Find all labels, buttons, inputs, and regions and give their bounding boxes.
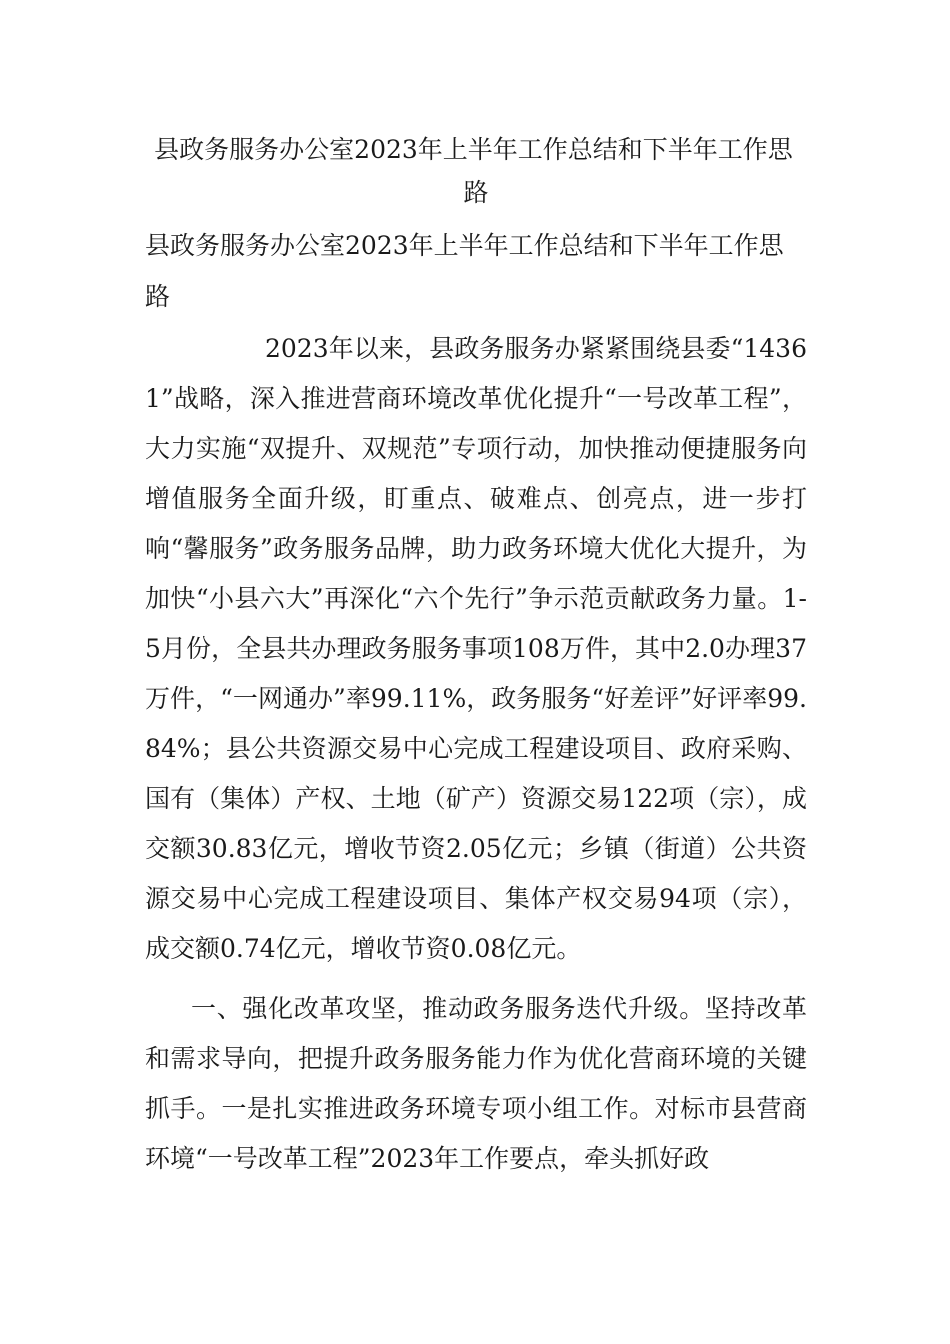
document-page (145, 128, 807, 1184)
document-title-last-char: 路 (463, 178, 489, 207)
document-title (145, 128, 807, 214)
paragraph-intro: 2023年以来，县政务服务办紧紧围绕县委“14361”战略，深入推进营商环境改革优化提升“一号改革工程”，大力实施“双提升、双规范”专项行动，加快推动便捷服务向增值服务全面升级，盯重点、破难点、创亮点，进一步打响“馨服务”政务服务品牌，助力政务环境大优化大提升，为加快“小县六大”再深化“六个先行”争示范贡献政务力量。1-5月份，全县共办理政务服务事项108万件，其中2.0办理37万件，“一网通办”率99.11%，政务服务“好差评”好评率99.84%；县公共资源交易中心完成工程建设项目、政府采购、国有（集体）产权、土地（矿产）资源交易122项（宗），成交额30.83亿元，增收节资2.05亿元；乡镇（街道）公共资源交易中心完成工程建设项目、集体产权交易94项（宗），成交额0.74亿元，增收节资0.08亿元。 (145, 334, 807, 963)
document-subtitle: 县政务服务办公室2023年上半年工作总结和下半年工作思路 (145, 231, 784, 311)
document-title-text: 县政务服务办公室2023年上半年工作总结和下半年工作思 (154, 135, 793, 164)
paragraph-section-one: 一、强化改革攻坚，推动政务服务迭代升级。坚持改革和需求导向，把提升政务服务能力作为优化营商环境的关键抓手。一是扎实推进政务环境专项小组工作。对标市县营商环境“一号改革工程”2023年工作要点，牵头抓好政 (145, 994, 807, 1173)
